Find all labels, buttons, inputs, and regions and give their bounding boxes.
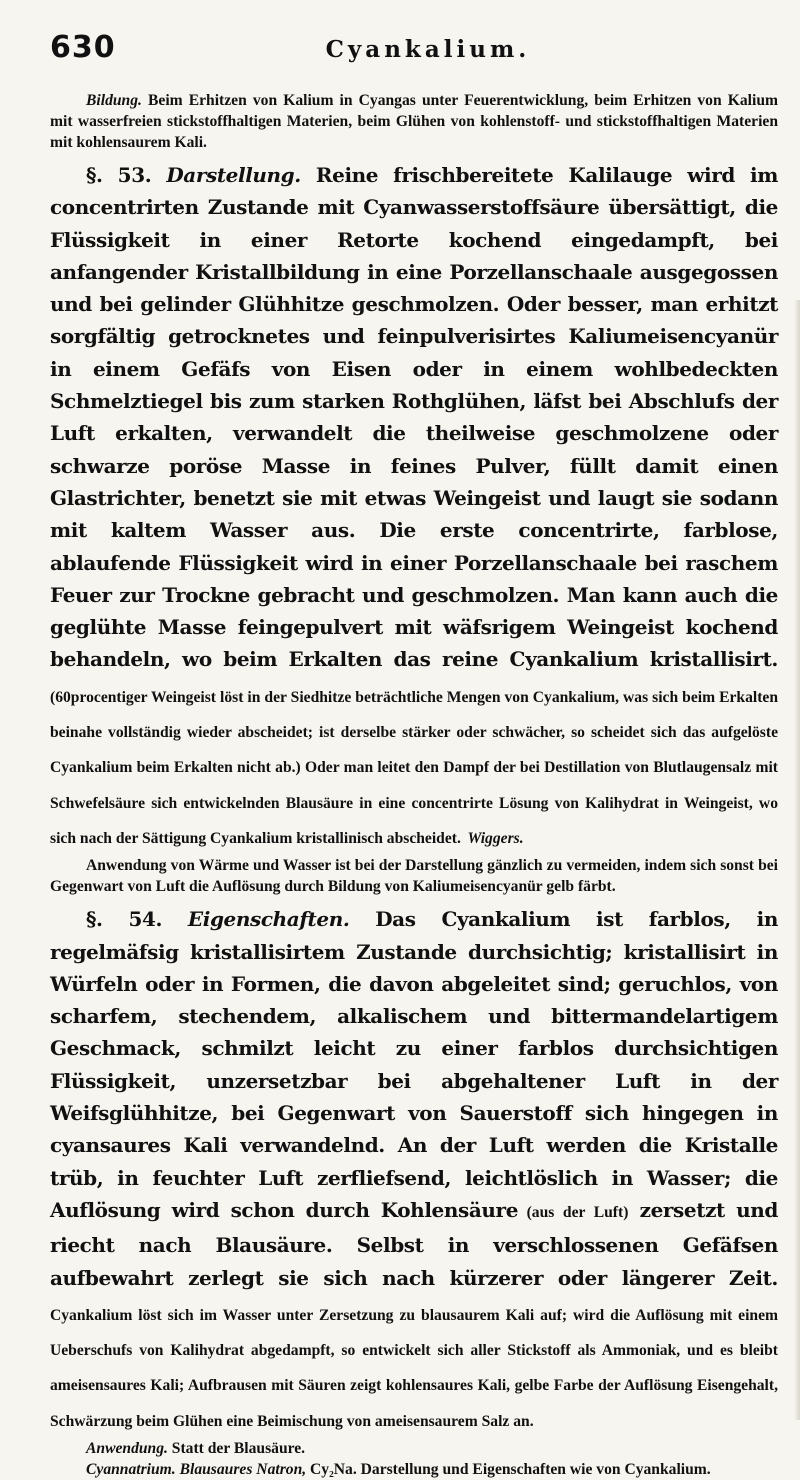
section-54-number: §. 54. — [86, 907, 163, 932]
page-edge-shadow — [794, 300, 800, 1420]
cyannatrium-label-2: Blausaures Natron, — [179, 1460, 307, 1478]
paragraph-anwendung — [50, 1438, 778, 1459]
anwendung-label: Anwendung. — [86, 1439, 168, 1457]
paragraph-cyannatrium — [50, 1459, 778, 1480]
anwendung-text: Statt der Blausäure. — [167, 1439, 306, 1457]
eigenschaften-text: Das Cyankalium ist farblos, in regelmäfsig kristallisirtem Zustande durchsichtig; kristallisirt in Würfeln oder in Formen, die davon abgeleitet sind; geruchlos, von scharfem, stechendem, alkalischem und bittermandelartigem Geschmack, schmilzt leicht zu einer farblos durchsichtigen Flüssigkeit, unzersetzbar bei abgehaltener Luft in der Weifsglühhitze, bei Gegenwart von Sauerstoff sich hingegen in cyansaures Kali verwandelnd. An der Luft werden die Kristalle trüb, in feuchter Luft zerfliefsend, leichtlöslich in Wasser; die Auflösung wird schon durch Kohlensäure — [50, 907, 778, 1222]
anwendung-note-text: Anwendung von Wärme und Wasser ist bei der Darstellung gänzlich zu vermeiden, indem sich sonst bei Gegenwart von Luft die Auflösung durch Bildung von Kaliumeisencyanür gelb färbt. — [50, 857, 778, 896]
page-number: 630 — [50, 30, 116, 65]
eigenschaften-inline-note: (aus der Luft) — [518, 1203, 629, 1221]
paragraph-anwendung-note — [50, 855, 778, 897]
bildung-text: Beim Erhitzen von Kalium in Cyangas unter Feuerentwicklung, beim Erhitzen von Kalium mit wasserfreien stickstoffhaltigen Materien, beim Glühen von kohlenstoff- und stickstoffhaltigen Materien mit kohlensaurem Kali. — [50, 92, 778, 151]
darstellung-label: Darstellung. — [166, 163, 301, 187]
eigenschaften-label: Eigenschaften. — [187, 907, 350, 932]
darstellung-note: (60procentiger Weingeist löst in der Siedhitze beträchtliche Mengen von Cyankalium, was sich beim Erkalten beinahe vollständig wieder abscheidet; ist derselbe stärker oder schwächer, so scheidet sich das aufgelöste Cyankalium beim Erkalten nicht ab.) Oder man leitet den Dampf der bei Destillation von Blutlaugensalz mit Schwefelsäure sich entwickelnden Blausäure in eine concentrirte Lösung von Kalihydrat in Weingeist, wo sich nach der Sättigung Cyankalium kristallinisch abscheidet. — [50, 688, 778, 847]
paragraph-bildung — [50, 90, 778, 153]
cyannatrium-text: Darstellung und Eigenschaften wie von Cyankalium. — [356, 1460, 711, 1478]
eigenschaften-text-2: zersetzt und riecht nach Blausäure. Selbst in verschlossenen Gefäfsen aufbewahrt zerlegt sie sich nach kürzerer oder längerer Zeit. — [50, 1197, 778, 1290]
cyannatrium-formula: Cy₂Na. — [306, 1460, 357, 1478]
darstellung-text: Reine frischbereitete Kalilauge wird im concentrirten Zustande mit Cyanwasserstoffsäure übersättigt, die Flüssigkeit in einer Retorte kochend eingedampft, bei anfangender Kristallbildung in eine Porzellanschaale ausgegossen und bei gelinder Glühhitze geschmolzen. Oder besser, man erhitzt sorgfältig getrocknetes und feinpulverisirtes Kaliumeisencyanür in einem Gefäfs von Eisen oder in einem wohlbedeckten Schmelztiegel bis zum starken Rothglühen, läfst bei Abschlufs der Luft erkalten, verwandelt die theilweise geschmolzene oder schwarze poröse Masse in feines Pulver, füllt damit einen Glastrichter, benetzt sie mit etwas Weingeist und laugt sie sodann mit kaltem Wasser aus. Die erste concentrirte, farblose, ablaufende Flüssigkeit wird in einer Porzellanschaale bei raschem Feuer zur Trockne gebracht und geschmolzen. Man kann auch die geglühte Masse feingepulvert mit wäfsrigem Weingeist kochend behandeln, wo beim Erkalten das reine Cyankalium kristallisirt. — [50, 163, 778, 672]
bildung-label: Bildung. — [86, 92, 142, 109]
page-header — [50, 30, 770, 78]
darstellung-author: Wiggers. — [467, 829, 524, 847]
eigenschaften-note: Cyankalium löst sich im Wasser unter Zersetzung zu blausaurem Kali auf; wird die Auflösung mit einem Ueberschufs von Kalihydrat abgedampft, so entwickelt sich aller Stickstoff als Ammoniak, und es bleibt ameisensaures Kali; Aufbrausen mit Säuren zeigt kohlensaures Kali, gelbe Farbe der Auflösung Eisengehalt, Schwärzung beim Glühen eine Beimischung von ameisensaurem Salz an. — [50, 1306, 778, 1430]
cyannatrium-label: Cyannatrium. — [86, 1460, 176, 1478]
section-53-number: §. 53. — [86, 163, 152, 187]
running-head: Cyankalium. — [325, 36, 531, 63]
page-body — [50, 90, 778, 1480]
paragraph-eigenschaften — [50, 903, 778, 1438]
paragraph-darstellung — [50, 159, 778, 855]
